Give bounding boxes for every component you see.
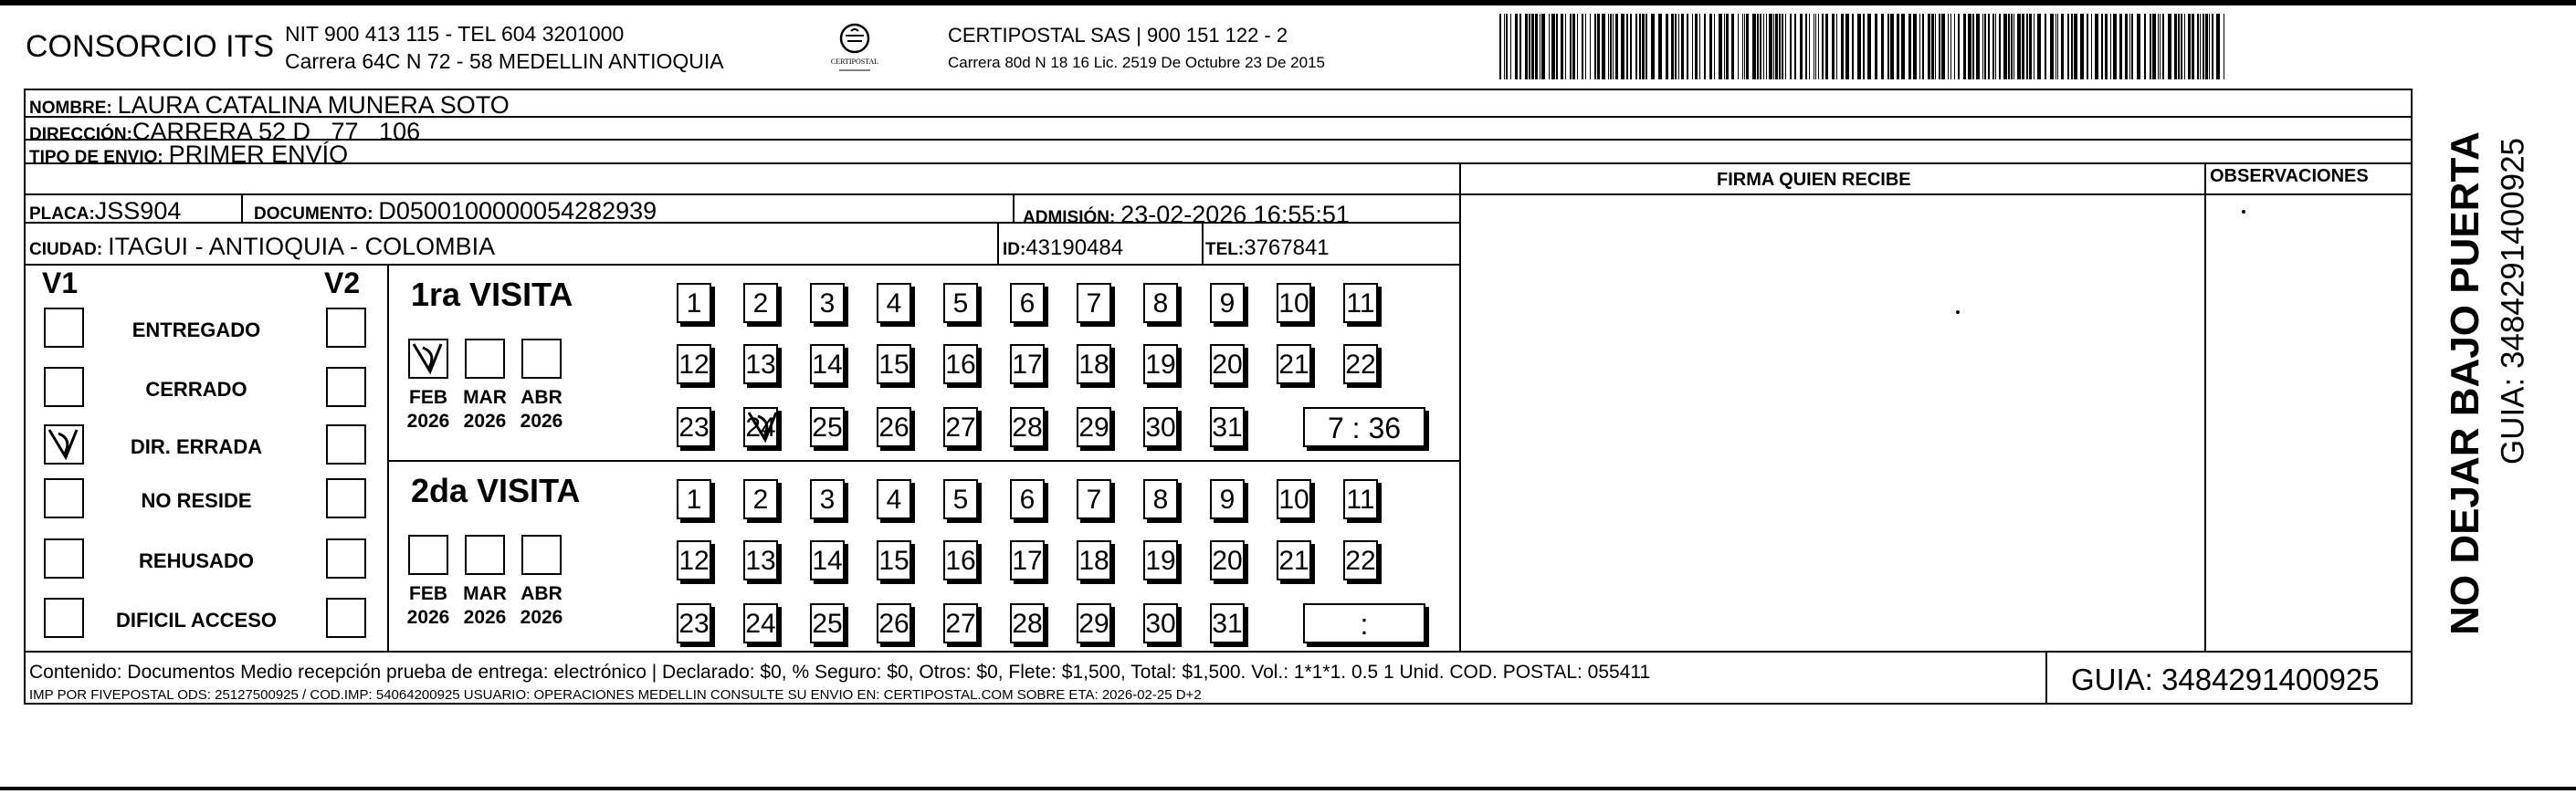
nombre-value: LAURA CATALINA MUNERA SOTO (117, 91, 510, 119)
day-box[interactable]: 7 (1077, 479, 1111, 519)
time-box[interactable]: : (1303, 603, 1425, 643)
day-box[interactable]: 13 (743, 344, 778, 384)
status-option-label: REHUSADO (139, 549, 254, 572)
status-option-label: CERRADO (145, 378, 247, 401)
id-value: 43190484 (1025, 235, 1124, 260)
sheet-top-edge (0, 0, 2576, 5)
sender-nit: NIT 900 413 115 - TEL 604 3201000 (285, 22, 625, 46)
v1-checkbox[interactable] (44, 538, 84, 579)
logo-text: CERTIPOSTAL (830, 57, 879, 66)
day-box[interactable]: 15 (877, 540, 911, 580)
tipo-label: TIPO DE ENVIO: (29, 148, 163, 167)
side-warning: NO DEJAR BAJO PUERTA (2443, 131, 2487, 635)
day-box[interactable]: 6 (1010, 479, 1045, 519)
day-box[interactable]: 22 (1343, 540, 1378, 580)
day-box[interactable]: 16 (943, 344, 978, 384)
ciudad-value: ITAGUI - ANTIOQUIA - COLOMBIA (108, 233, 496, 260)
ciudad-label: CIUDAD: (29, 240, 103, 259)
v2-checkbox[interactable] (326, 367, 366, 407)
month-label: MAR 2026 (463, 583, 507, 628)
direccion-value: CARRERA 52 D 77 106 (131, 118, 421, 145)
day-box[interactable]: 23 (677, 407, 711, 447)
carrier-license: Carrera 80d N 18 16 Lic. 2519 De Octubre 23 De 2015 (948, 54, 1325, 71)
tel-value: 3767841 (1244, 235, 1330, 260)
day-box[interactable]: 23 (677, 603, 711, 643)
v2-header: V2 (324, 266, 361, 299)
nombre-row (29, 93, 510, 118)
day-box[interactable]: 13 (743, 540, 778, 580)
day-box[interactable]: 25 (810, 407, 845, 447)
nombre-label: NOMBRE: (29, 99, 112, 118)
tipo-value: PRIMER ENVÍO (168, 141, 349, 168)
ciudad-row (29, 235, 495, 259)
month-checkbox[interactable] (408, 339, 448, 379)
tel-label: TEL: (1205, 240, 1245, 259)
time-box[interactable]: 7 : 36 (1303, 407, 1425, 447)
day-box[interactable]: 9 (1210, 479, 1245, 519)
day-box[interactable]: 27 (943, 603, 978, 643)
month-label: FEB 2026 (406, 583, 450, 628)
day-box[interactable]: 12 (677, 540, 711, 580)
day-box[interactable]: 8 (1143, 479, 1178, 519)
v2-checkbox[interactable] (326, 424, 366, 465)
day-box[interactable]: 1 (677, 283, 711, 323)
day-box[interactable]: 29 (1077, 407, 1111, 447)
day-box[interactable]: 14 (810, 540, 845, 580)
sheet-bottom-edge (0, 787, 2576, 790)
day-box[interactable]: 30 (1143, 603, 1178, 643)
day-box[interactable]: 5 (943, 283, 978, 323)
day-box[interactable]: 16 (943, 540, 978, 580)
day-box[interactable]: 7 (1077, 283, 1111, 323)
id-row (1003, 237, 1123, 259)
day-box[interactable]: 11 (1343, 283, 1378, 323)
status-option-label: DIR. ERRADA (130, 435, 263, 458)
day-box[interactable]: 6 (1010, 283, 1045, 323)
v1-checkbox[interactable] (44, 367, 84, 407)
day-box[interactable]: 31 (1210, 603, 1245, 643)
day-box[interactable]: 18 (1077, 344, 1111, 384)
status-option-label: NO RESIDE (141, 489, 252, 512)
day-box[interactable]: 19 (1143, 344, 1178, 384)
day-box[interactable]: 20 (1210, 540, 1245, 580)
day-box[interactable]: 2 (743, 479, 778, 519)
month-checkbox[interactable] (521, 535, 562, 575)
firma-header: FIRMA QUIEN RECIBE (1717, 170, 1911, 190)
day-box[interactable]: 31 (1210, 407, 1245, 447)
day-box[interactable]: 19 (1143, 540, 1178, 580)
month-label: MAR 2026 (463, 387, 507, 432)
day-box[interactable]: 29 (1077, 603, 1111, 643)
v2-checkbox[interactable] (326, 598, 366, 638)
v1-checkbox[interactable] (44, 598, 84, 638)
tipo-row (29, 142, 348, 167)
admision-row (1023, 203, 1350, 227)
direccion-label: DIRECCIÓN: (29, 125, 132, 144)
footer-contenido: Contenido: Documentos Medio recepción prueba de entrega: electrónico | Declarado: $0, % Seguro: $0, Otros: $0, Flete: $1,500, Total: $1,500. Vol.: 1*1*1. 0.5 1 Unid. COD. POSTAL: 055411 (29, 662, 1651, 683)
observaciones-mark (2242, 210, 2245, 214)
day-box[interactable]: 26 (877, 603, 911, 643)
day-box[interactable]: 28 (1010, 407, 1045, 447)
footer-imp: IMP POR FIVEPOSTAL ODS: 25127500925 / COD.IMP: 54064200925 USUARIO: OPERACIONES MEDELLIN CONSULTE SU ENVIO EN: CERTIPOSTAL.COM SOBRE ETA: 2026-02-25 D+2 (29, 687, 1202, 703)
placa-label: PLACA: (29, 204, 95, 224)
certipostal-logo (826, 20, 883, 77)
day-box[interactable]: 2 (743, 283, 778, 323)
day-box[interactable]: 9 (1210, 283, 1245, 323)
day-box[interactable]: 12 (677, 344, 711, 384)
day-box[interactable]: 20 (1210, 344, 1245, 384)
day-box[interactable]: 24 (743, 603, 778, 643)
visit-title: 2da VISITA (411, 472, 581, 509)
month-label: ABR 2026 (520, 387, 563, 432)
documento-value: D0500100000054282939 (378, 197, 657, 225)
day-box[interactable]: 26 (877, 407, 911, 447)
day-box[interactable]: 21 (1277, 540, 1311, 580)
month-checkbox[interactable] (465, 535, 505, 575)
id-label: ID: (1003, 240, 1026, 259)
v2-checkbox[interactable] (326, 538, 366, 579)
day-box[interactable]: 14 (810, 344, 845, 384)
v1-checkbox[interactable] (44, 424, 84, 465)
status-option-label: ENTREGADO (131, 319, 261, 341)
month-checkbox[interactable] (521, 339, 562, 379)
visit-title: 1ra VISITA (411, 276, 573, 313)
placa-value: JSS904 (94, 197, 182, 225)
v1-checkbox[interactable] (44, 478, 84, 518)
day-box[interactable]: 28 (1010, 603, 1045, 643)
day-box[interactable]: 1 (677, 479, 711, 519)
month-label: FEB 2026 (406, 387, 450, 432)
day-box[interactable]: 10 (1277, 283, 1311, 323)
day-box[interactable]: 3 (810, 479, 845, 519)
firma-mark (1956, 310, 1960, 314)
admision-value: 23-02-2026 16:55:51 (1120, 201, 1350, 228)
month-label: ABR 2026 (520, 583, 563, 628)
day-box[interactable]: 21 (1277, 344, 1311, 384)
day-box[interactable]: 15 (877, 344, 911, 384)
day-box[interactable]: 17 (1010, 540, 1045, 580)
carrier-name: CERTIPOSTAL SAS | 900 151 122 - 2 (948, 24, 1288, 47)
day-box[interactable]: 24 (743, 407, 778, 447)
day-box[interactable]: 4 (877, 479, 911, 519)
day-box[interactable]: 10 (1277, 479, 1311, 519)
status-option-label: DIFICIL ACCESO (115, 609, 277, 632)
documento-label: DOCUMENTO: (254, 204, 373, 224)
footer-guia: GUIA: 3484291400925 (2071, 663, 2380, 696)
day-box[interactable]: 4 (877, 283, 911, 323)
day-box[interactable]: 17 (1010, 344, 1045, 384)
sender-address: Carrera 64C N 72 - 58 MEDELLIN ANTIOQUIA (285, 49, 724, 73)
day-box[interactable]: 25 (810, 603, 845, 643)
day-box[interactable]: 5 (943, 479, 978, 519)
day-box[interactable]: 11 (1343, 479, 1378, 519)
admision-label: ADMISIÓN: (1023, 208, 1116, 227)
sender-name: CONSORCIO ITS (26, 29, 275, 64)
observaciones-header: OBSERVACIONES (2210, 166, 2369, 186)
placa-row (29, 199, 181, 224)
barcode (1498, 14, 2228, 79)
month-checkbox[interactable] (465, 339, 505, 379)
side-guia: GUIA: 3484291400925 (2495, 137, 2531, 465)
month-checkbox[interactable] (408, 535, 448, 575)
v1-checkbox[interactable] (44, 308, 84, 348)
day-box[interactable]: 8 (1143, 283, 1178, 323)
v2-checkbox[interactable] (326, 478, 366, 518)
day-box[interactable]: 18 (1077, 540, 1111, 580)
day-box[interactable]: 3 (810, 283, 845, 323)
day-box[interactable]: 30 (1143, 407, 1178, 447)
v1-header: V1 (42, 266, 79, 299)
v2-checkbox[interactable] (326, 308, 366, 348)
documento-row (254, 199, 657, 224)
tel-row (1205, 237, 1330, 259)
day-box[interactable]: 27 (943, 407, 978, 447)
day-box[interactable]: 22 (1343, 344, 1378, 384)
